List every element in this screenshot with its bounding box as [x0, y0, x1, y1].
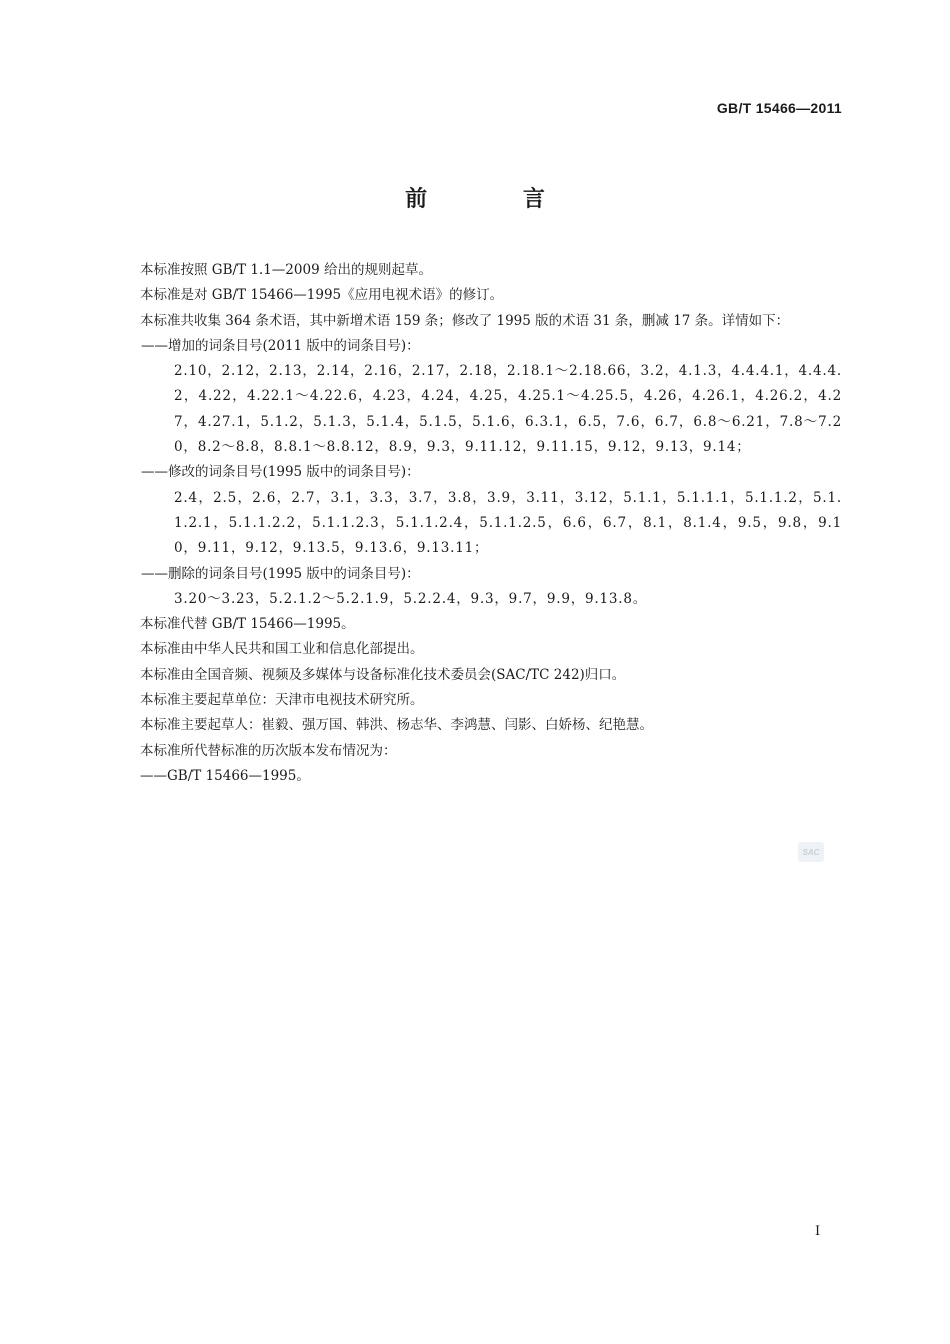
paragraph-replaces: 本标准代替 GB/T 15466—1995。 — [140, 616, 355, 633]
added-terms-heading: ——增加的词条目号(2011 版中的词条目号)： — [141, 337, 420, 354]
paragraph-drafters: 本标准主要起草人：崔毅、强万国、韩洪、杨志华、李鸿慧、闫影、白娇杨、纪艳慧。 — [140, 717, 653, 734]
sac-watermark-logo: SAC — [798, 842, 824, 862]
paragraph-history-intro: 本标准所代替标准的历次版本发布情况为： — [140, 742, 397, 759]
paragraph-term-count: 本标准共收集 364 条术语，其中新增术语 159 条；修改了 1995 版的术语 31 条，删减 17 条。详情如下： — [140, 312, 790, 329]
deleted-terms-codes: 3.20～3.23，5.2.1.2～5.2.1.9，5.2.2.4，9.3，9.7，9.9，9.13.8。 — [174, 590, 648, 607]
page-number: I — [815, 1224, 821, 1239]
paragraph-administered-by: 本标准由全国音频、视频及多媒体与设备标准化技术委员会(SAC/TC 242)归口。 — [140, 666, 626, 683]
foreword-body — [108, 258, 842, 789]
paragraph-drafting-rules: 本标准按照 GB/T 1.1—2009 给出的规则起草。 — [140, 262, 432, 278]
modified-terms-heading: ——修改的词条目号(1995 版中的词条目号)： — [141, 464, 420, 481]
paragraph-drafting-organization: 本标准主要起草单位：天津市电视技术研究所。 — [140, 692, 424, 709]
paragraph-proposed-by: 本标准由中华人民共和国工业和信息化部提出。 — [140, 641, 424, 658]
added-terms-codes: 2.10，2.12，2.13，2.14，2.16，2.17，2.18，2.18.1～2.18.66，3.2，4.1.3，4.4.4.1，4.4.4.2，4.22，4.22.1～4.22.6，4.23，4.24，4.25，4.25.1～4.25.5，4.26，4.26.1，4.26.2，4.27，4.27.1，5.1.2，5.1.3，5.1.4，5.1.5，5.1.6，6.3.1，6.5，7.6，6.7，6.8～6.21，7.8～7.20，8.2～8.8，8.8.1～8.8.12，8.9，9.3，9.11.12，9.11.15，9.12，9.13，9.14； — [174, 363, 842, 456]
page-title: 前 言 — [405, 186, 589, 212]
modified-terms-codes: 2.4，2.5，2.6，2.7，3.1，3.3，3.7，3.8，3.9，3.11，3.12，5.1.1，5.1.1.1，5.1.1.2，5.1.1.2.1，5.1.1.2.2，5.1.1.2.3，5.1.1.2.4，5.1.1.2.5，6.6，6.7，8.1，8.1.4，9.5，9.8，9.10，9.11，9.12，9.13.5，9.13.6，9.13.11； — [174, 489, 842, 557]
history-item: ——GB/T 15466—1995。 — [140, 767, 310, 784]
standard-code: GB/T 15466—2011 — [716, 100, 842, 116]
paragraph-revision: 本标准是对 GB/T 15466—1995《应用电视术语》的修订。 — [140, 287, 504, 304]
deleted-terms-heading: ——删除的词条目号(1995 版中的词条目号)： — [141, 565, 420, 582]
